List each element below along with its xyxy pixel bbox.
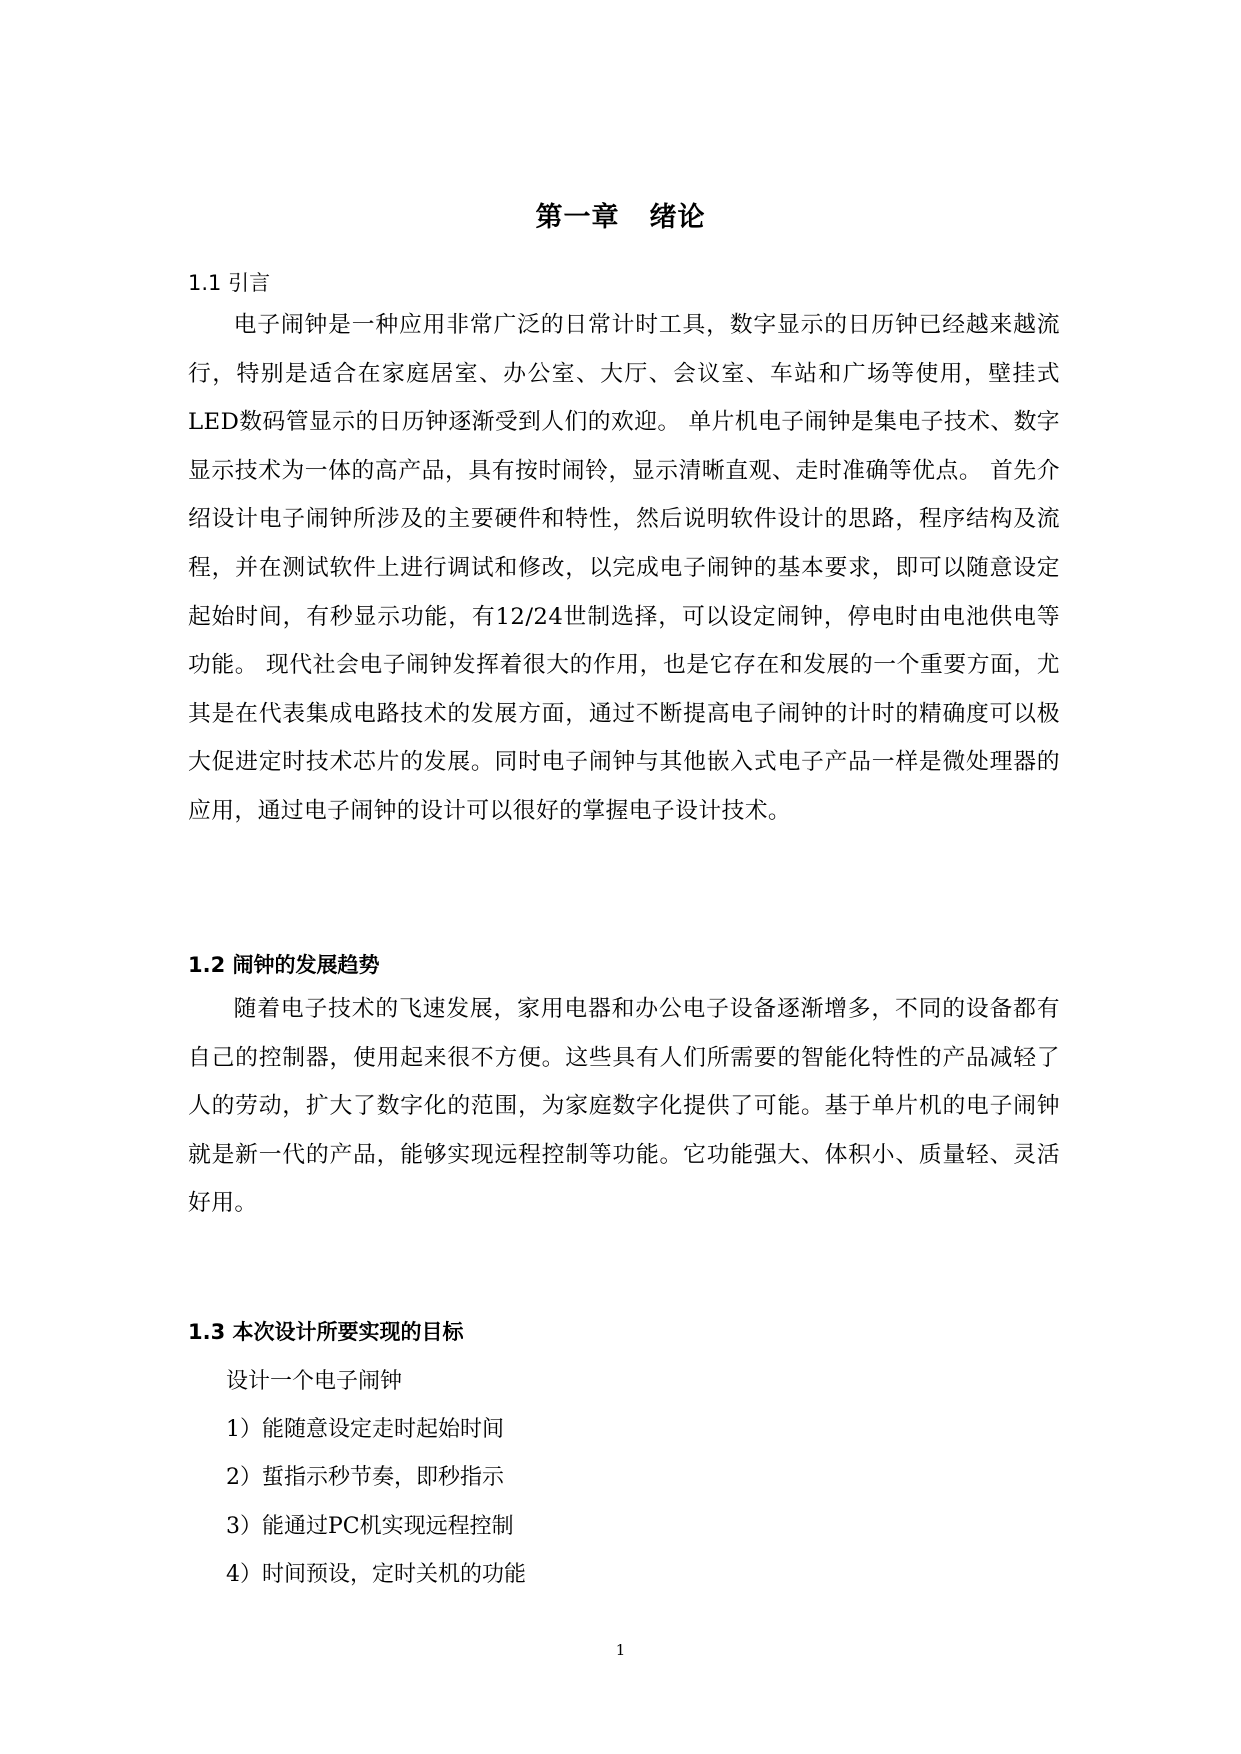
section-heading-1-3: 1.3 本次设计所要实现的目标 [188, 1320, 464, 1344]
section-1-1-paragraph: 电子闹钟是一种应用非常广泛的日常计时工具，数字显示的日历钟已经越来越流行，特别是适合在家庭居室、办公室、大厅、会议室、车站和广场等使用，壁挂式LED数码管显示的日历钟逐渐受到人们的欢迎。 单片机电子闹钟是集电子技术、数字显示技术为一体的高产品，具有按时闹铃，显示清晰直观、走时准确等优点。 首先介绍设计电子闹钟所涉及的主要硬件和特性，然后说明软件设计的思路，程序结构及流程，并在测试软件上进行调试和修改，以完成电子闹钟的基本要求，即可以随意设定起始时间，有秒显示功能，有12/24世制选择，可以设定闹钟，停电时由电池供电等功能。 现代社会电子闹钟发挥着很大的作用，也是它存在和发展的一个重要方面，尤其是在代表集成电路技术的发展方面，通过不断提高电子闹钟的计时的精确度可以极大促进定时技术芯片的发展。同时电子闹钟与其他嵌入式电子产品一样是微处理器的应用，通过电子闹钟的设计可以很好的掌握电子设计技术。 [188, 312, 1060, 824]
chapter-title-prefix: 第一章 [535, 202, 620, 233]
chapter-title [0, 198, 1241, 238]
section-heading-1-1: 1.1 引言 [188, 271, 271, 295]
goal-item-3: 3）能通过PC机实现远程控制 [226, 1514, 514, 1539]
chapter-title-main: 绪论 [649, 202, 706, 233]
section-heading-1-2: 1.2 闹钟的发展趋势 [188, 953, 380, 977]
goal-intro: 设计一个电子闹钟 [226, 1369, 403, 1394]
goal-item-1: 1）能随意设定走时起始时间 [226, 1417, 504, 1442]
goal-item-4: 4）时间预设，定时关机的功能 [226, 1562, 526, 1587]
page-number: 1 [615, 1641, 626, 1659]
goal-item-2: 2）蜇指示秒节奏，即秒指示 [226, 1465, 504, 1490]
section-1-2-paragraph: 随着电子技术的飞速发展，家用电器和办公电子设备逐渐增多，不同的设备都有自己的控制器，使用起来很不方便。这些具有人们所需要的智能化特性的产品减轻了人的劳动，扩大了数字化的范围，为家庭数字化提供了可能。基于单片机的电子闹钟就是新一代的产品，能够实现远程控制等功能。它功能强大、体积小、质量轻、灵活好用。 [188, 996, 1060, 1217]
